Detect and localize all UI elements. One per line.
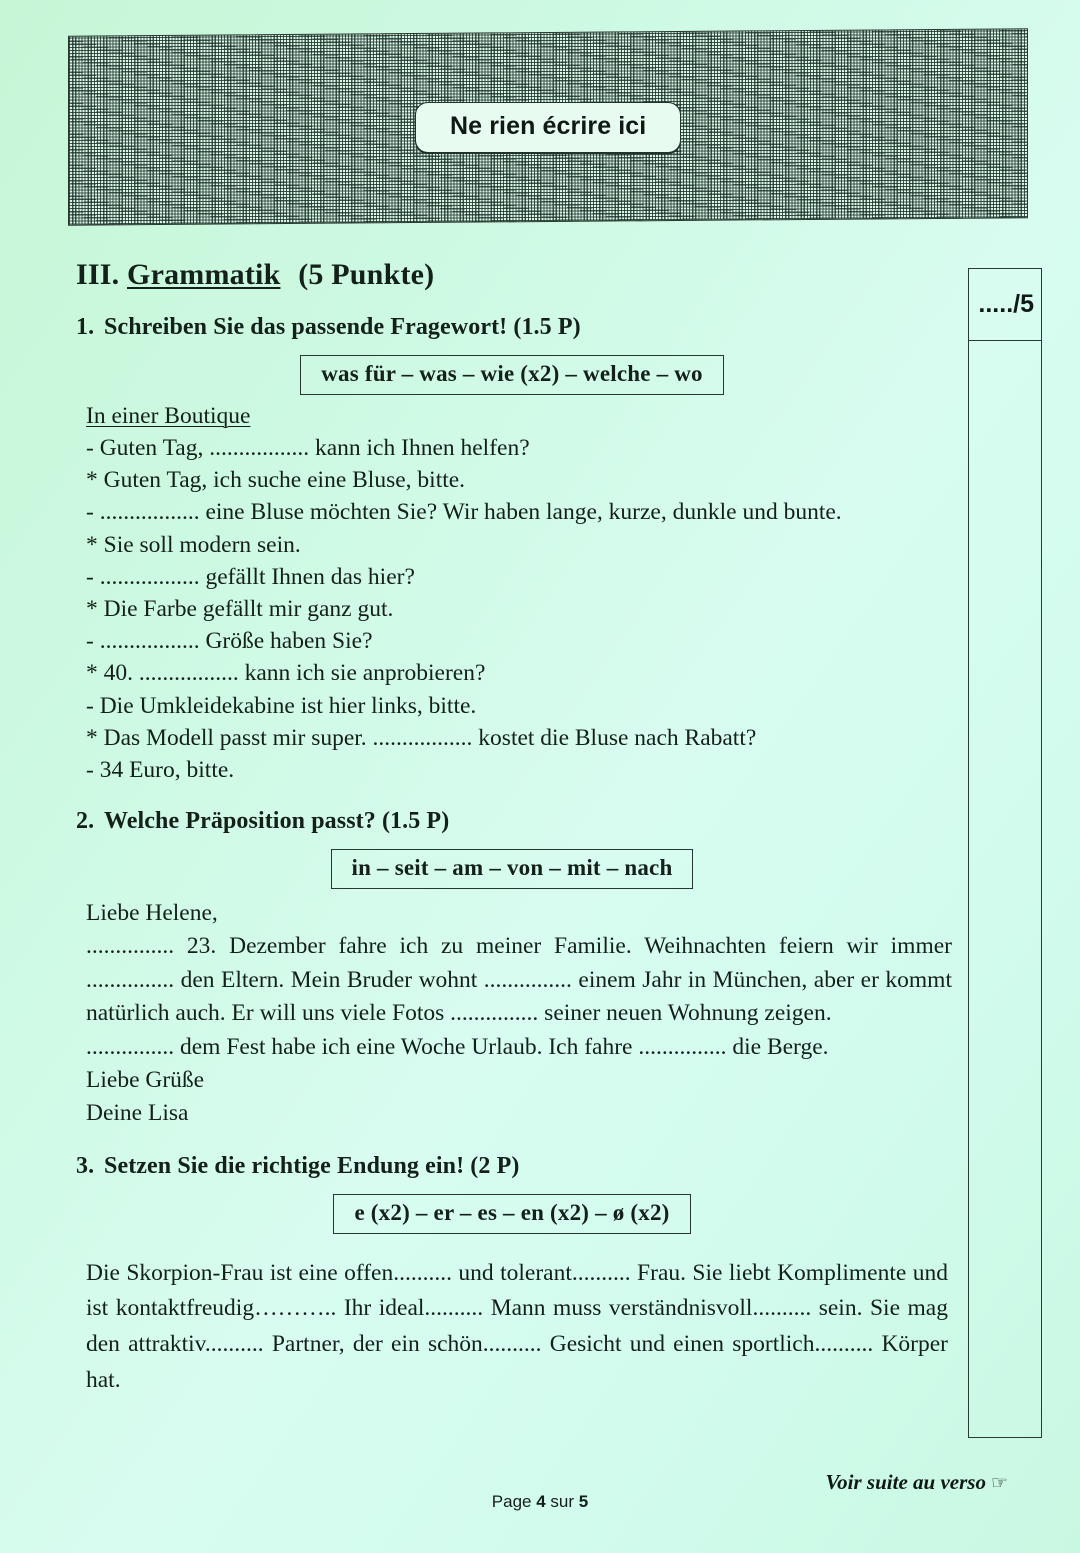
letter-salutation: Liebe Helene, — [86, 900, 218, 927]
task-2-wordbank-wrap — [72, 849, 952, 889]
dialogue-line[interactable]: - Guten Tag, ................. kann ich Ihnen helfen? — [86, 435, 530, 461]
score-cell-total[interactable]: ...../5 — [969, 269, 1041, 341]
dialogue-line[interactable]: - ................. eine Bluse möchten Sie? Wir haben lange, kurze, dunkle und bunte. — [86, 499, 842, 526]
letter-closing-2: Deine Lisa — [86, 1100, 189, 1127]
task-3-title: Setzen Sie die richtige Endung ein! (2 P) — [104, 1152, 520, 1179]
dialogue-line: * Sie soll modern sein. — [86, 531, 301, 558]
task-1-wordbank: was für – was – wie (x2) – welche – wo — [300, 355, 724, 395]
task-1-wordbank-wrap — [72, 355, 952, 395]
task-1-heading — [72, 314, 952, 341]
task-1-context-label: In einer Boutique — [86, 403, 251, 429]
task-3-wordbank-wrap — [72, 1194, 952, 1234]
task-2-number: 2. — [76, 808, 95, 835]
letter-closing-1: Liebe Grüße — [86, 1066, 205, 1093]
dialogue-line[interactable]: - ................. Größe haben Sie? — [86, 628, 373, 655]
page-label-mid: sur — [545, 1492, 579, 1511]
no-write-label: Ne rien écrire ici — [415, 102, 681, 153]
dialogue-line: - Die Umkleidekabine ist hier links, bitte. — [86, 692, 477, 719]
section-title-text: Grammatik — [127, 258, 281, 291]
task-1-title: Schreiben Sie das passende Fragewort! (1.5 P) — [104, 314, 581, 340]
page-number-total: 5 — [578, 1492, 589, 1511]
dialogue-line[interactable]: - ................. gefällt Ihnen das hier? — [86, 563, 415, 590]
page-number-current: 4 — [536, 1492, 546, 1511]
task-3-number: 3. — [76, 1152, 95, 1179]
task-3-heading — [72, 1153, 952, 1180]
dialogue-line: * Guten Tag, ich suche eine Bluse, bitte. — [86, 467, 466, 494]
task-2-wordbank: in – seit – am – von – mit – nach — [331, 849, 694, 889]
section-number: III. — [76, 258, 120, 291]
score-box — [968, 268, 1042, 1438]
task-2-letter — [72, 897, 952, 1131]
task-3-paragraph[interactable]: Die Skorpion-Frau ist eine offen.......... und tolerant.......... Frau. Sie liebt Komplimente und ist kontaktfreudig……….. Ihr ideal.......... Mann muss verständnisvoll.......... sein. Sie mag den attraktiv.......... Partner, der ein schön.......... Gesicht und einen sportlich.......... Körper hat. — [86, 1259, 948, 1393]
task-1-number: 1. — [76, 314, 95, 340]
page-title — [72, 258, 952, 292]
task-2-title: Welche Präposition passt? (1.5 P) — [104, 808, 450, 835]
dialogue-line[interactable]: * 40. ................. kann ich sie anprobieren? — [86, 660, 486, 687]
pointing-hand-icon: ☞ — [990, 1473, 1008, 1494]
exam-content — [72, 258, 952, 1398]
letter-paragraph-1[interactable]: ............... 23. Dezember fahre ich zu meiner Familie. Weihnachten feiern wir immer ............... den Eltern. Mein Bruder wohnt ............... einem Jahr in München, aber er kommt natürlich auch. Er will uns viele Fotos ............... seiner neuen Wohnung zeigen. — [86, 933, 952, 1027]
task-1-dialogue — [72, 403, 952, 786]
dialogue-line: - 34 Euro, bitte. — [86, 756, 235, 783]
dialogue-line[interactable]: * Das Modell passt mir super. ................. kostet die Bluse nach Rabatt? — [86, 724, 757, 751]
page-footer — [0, 1492, 1080, 1512]
see-overleaf-label: Voir suite au verso — [825, 1470, 986, 1494]
task-3-wordbank: e (x2) – er – es – en (x2) – ø (x2) — [333, 1194, 690, 1234]
do-not-write-band — [68, 28, 1028, 226]
page-label-prefix: Page — [491, 1492, 537, 1511]
task-2-heading — [72, 808, 952, 835]
see-overleaf-note — [826, 1470, 1009, 1495]
section-points: (5 Punkte) — [298, 258, 435, 291]
letter-paragraph-2[interactable]: ............... dem Fest habe ich eine Woche Urlaub. Ich fahre ............... die Berge. — [86, 1033, 829, 1060]
dialogue-line: * Die Farbe gefällt mir ganz gut. — [86, 595, 394, 622]
